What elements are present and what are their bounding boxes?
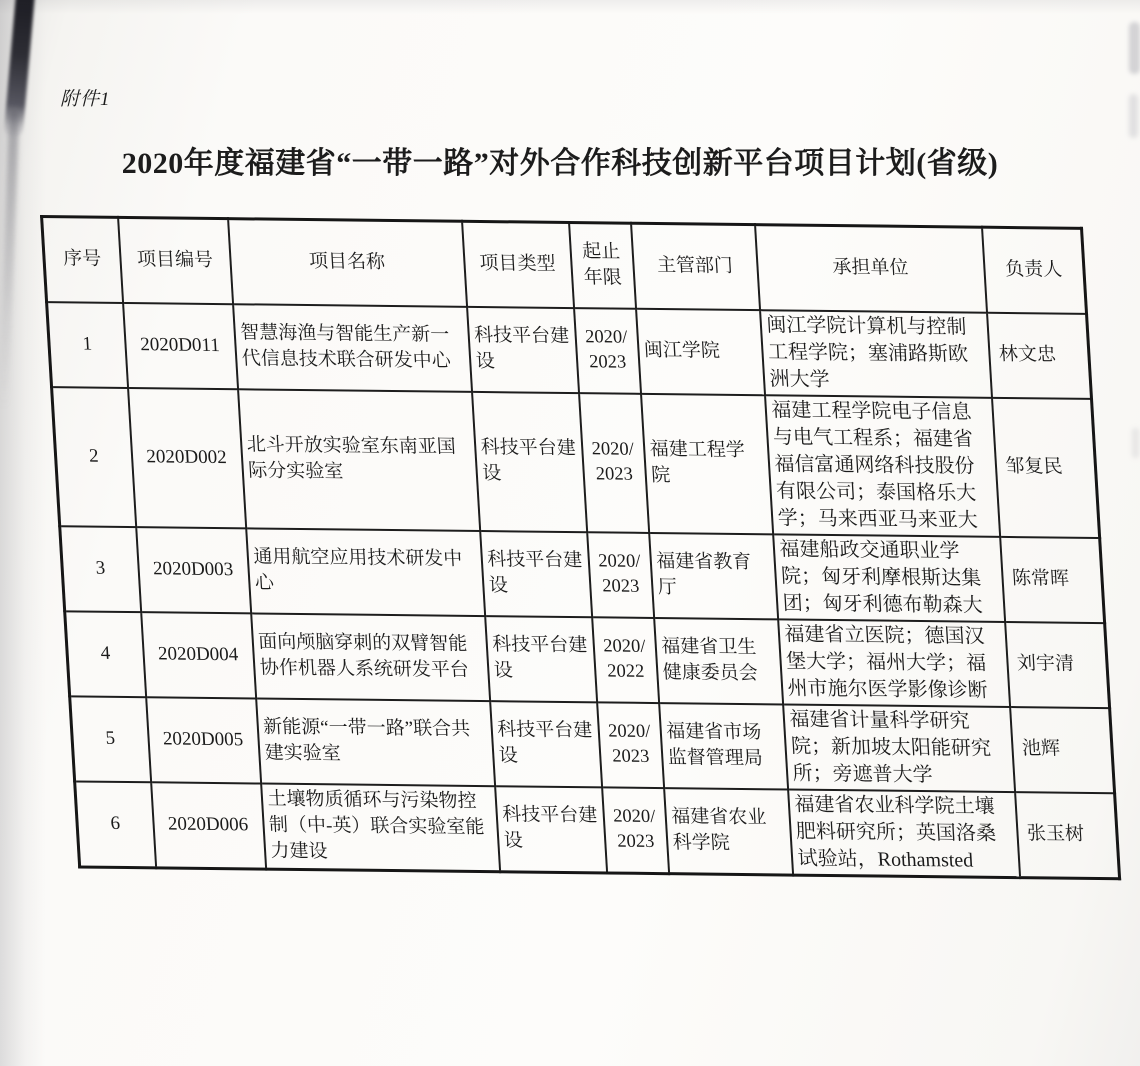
scan-edge-streak-tail xyxy=(0,110,19,410)
table-row xyxy=(65,611,1110,708)
scan-top-shading xyxy=(0,0,1140,14)
cell-no: 3 xyxy=(60,526,141,612)
cell-leader: 陈常晖 xyxy=(1000,536,1105,622)
header-dept: 主管部门 xyxy=(631,223,760,309)
cell-period: 2020/ 2023 xyxy=(602,787,669,873)
header-no: 序号 xyxy=(42,217,123,303)
cell-units: 福建省农业科学院土壤肥料研究所；英国洛桑试验站，Rothamsted xyxy=(788,789,1020,877)
cell-code: 2020D005 xyxy=(146,697,261,783)
table-row xyxy=(47,302,1092,399)
cell-code: 2020D006 xyxy=(151,782,266,869)
cell-type: 科技平台建设 xyxy=(485,616,597,702)
cell-units: 福建船政交通职业学院；匈牙利摩根斯达集团；匈牙利德布勒森大 xyxy=(773,534,1005,622)
cell-no: 6 xyxy=(75,781,156,867)
table-row xyxy=(75,781,1120,878)
cell-leader: 池辉 xyxy=(1010,707,1115,793)
cell-units: 福建工程学院电子信息与电气工程系；福建省福信富通网络科技股份有限公司；泰国格乐大学；马来西亚马来亚大 xyxy=(765,395,1000,537)
cell-code: 2020D011 xyxy=(123,302,238,388)
cell-type: 科技平台建设 xyxy=(467,306,579,392)
cell-units: 福建省计量科学研究院；新加坡太阳能研究所；旁遮普大学 xyxy=(783,704,1015,792)
header-code: 项目编号 xyxy=(118,217,233,303)
cell-dept: 福建省教育厅 xyxy=(649,532,778,618)
table-row xyxy=(52,387,1100,538)
cell-no: 4 xyxy=(65,611,146,697)
scan-right-smudge xyxy=(1132,428,1139,458)
cell-units: 闽江学院计算机与控制工程学院；塞浦路斯欧洲大学 xyxy=(760,310,992,398)
table-row xyxy=(60,526,1105,623)
cell-dept: 福建省农业科学院 xyxy=(664,788,793,875)
cell-dept: 福建省卫生健康委员会 xyxy=(654,617,783,703)
cell-name: 面向颅脑穿刺的双臂智能协作机器人系统研发平台 xyxy=(251,613,490,701)
cell-code: 2020D004 xyxy=(141,612,256,698)
cell-name: 北斗开放实验室东南亚国际分实验室 xyxy=(238,389,480,531)
cell-leader: 林文忠 xyxy=(987,312,1092,398)
table-row xyxy=(70,696,1115,793)
projects-table-wrapper xyxy=(40,215,1120,880)
attachment-label: 附件1 xyxy=(60,89,111,110)
cell-period: 2020/ 2022 xyxy=(592,617,659,703)
cell-type: 科技平台建设 xyxy=(472,391,587,531)
header-units: 承担单位 xyxy=(755,225,987,313)
cell-dept: 福建省市场监督管理局 xyxy=(659,703,788,789)
cell-units: 福建省立医院；德国汉堡大学；福州大学；福州市施尔医学影像诊断 xyxy=(778,619,1010,707)
cell-type: 科技平台建设 xyxy=(480,531,592,617)
scan-right-smudge xyxy=(1129,22,1140,74)
cell-leader: 刘宇清 xyxy=(1005,621,1110,707)
header-name: 项目名称 xyxy=(228,219,467,307)
cell-leader: 张玉树 xyxy=(1015,792,1120,879)
cell-no: 1 xyxy=(47,302,128,388)
header-type: 项目类型 xyxy=(462,221,574,307)
header-period: 起止 年限 xyxy=(569,222,636,308)
cell-period: 2020/ 2023 xyxy=(574,308,641,394)
cell-period: 2020/ 2023 xyxy=(579,393,649,533)
cell-period: 2020/ 2023 xyxy=(597,702,664,788)
cell-name: 土壤物质循环与污染物控制（中-英）联合实验室能力建设 xyxy=(261,783,500,871)
cell-name: 新能源“一带一路”联合共建实验室 xyxy=(256,698,495,786)
scan-right-smudge xyxy=(1129,94,1138,138)
cell-type: 科技平台建设 xyxy=(490,701,602,787)
header-leader: 负责人 xyxy=(982,227,1087,313)
header-row xyxy=(42,217,1087,314)
cell-code: 2020D002 xyxy=(128,388,246,528)
cell-type: 科技平台建设 xyxy=(495,786,607,873)
cell-no: 5 xyxy=(70,696,151,782)
projects-table xyxy=(40,215,1121,880)
cell-name: 通用航空应用技术研发中心 xyxy=(246,528,485,616)
cell-code: 2020D003 xyxy=(136,527,251,613)
cell-dept: 闽江学院 xyxy=(636,308,765,394)
cell-name: 智慧海渔与智能生产新一代信息技术联合研发中心 xyxy=(233,304,472,392)
cell-no: 2 xyxy=(52,387,136,527)
cell-leader: 邹复民 xyxy=(991,397,1099,537)
cell-period: 2020/ 2023 xyxy=(587,532,654,618)
page-title: 2020年度福建省“一带一路”对外合作科技创新平台项目计划(省级) xyxy=(121,147,999,180)
cell-dept: 福建工程学院 xyxy=(641,393,773,534)
